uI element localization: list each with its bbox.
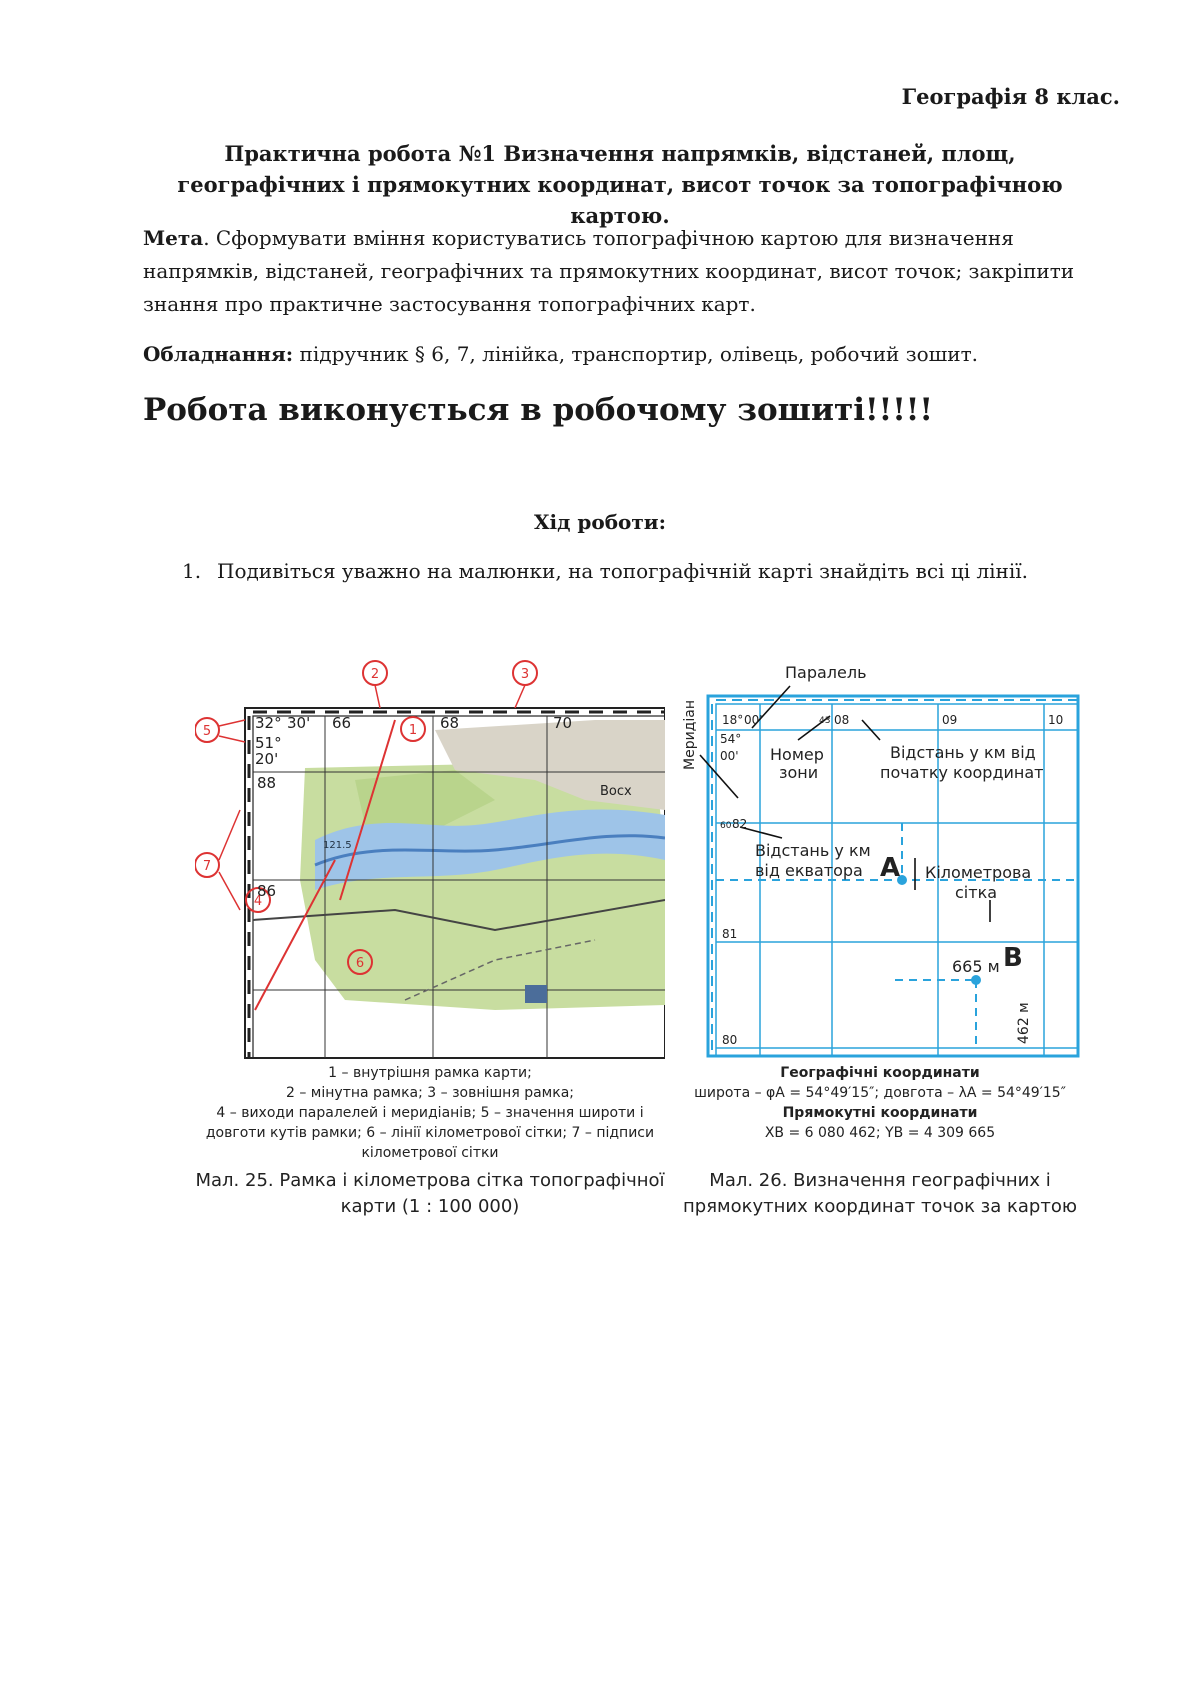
figure1-legend (190, 1063, 670, 1163)
label-zone-number-2: зони (779, 763, 819, 782)
marker-7: 7 (202, 859, 212, 874)
coord-lon-min: 00' (744, 713, 763, 727)
notice-heading: Робота виконується в робочому зошиті!!!!! (143, 392, 934, 428)
label-parallel: Паралель (785, 663, 867, 682)
info-line: XB = 6 080 462; YB = 4 309 665 (764, 1125, 996, 1141)
label-dist-equator: Відстань у км (755, 841, 871, 860)
label-dist-equator-2: від екватора (755, 861, 863, 880)
legend-line: 1 – внутрішня рамка карти; (328, 1065, 532, 1081)
label-km-grid-2: сітка (955, 883, 998, 902)
zone-prefix: 43 (819, 716, 831, 726)
marker-1: 1 (408, 723, 418, 738)
goal-label: Мета (143, 226, 204, 250)
figure-topographic-map (195, 660, 665, 1060)
zone-value: 08 (834, 713, 850, 727)
figure2-caption (680, 1168, 1080, 1220)
grid-10: 10 (1048, 713, 1064, 727)
caption-line: Мал. 25. Рамка і кілометрова сітка топографічної (195, 1170, 665, 1191)
label-dist-start: Відстань у км від (890, 743, 1036, 762)
figure-coordinate-grid (680, 660, 1080, 1060)
subject-header: Географія 8 клас. (901, 84, 1120, 109)
coord-lat-deg: 54° (720, 732, 742, 746)
grid-label-88: 88 (257, 774, 277, 792)
river-height-label: 121.5 (323, 840, 352, 851)
legend-line: 2 – мінутна рамка; 3 – зовнішня рамка; (286, 1085, 574, 1101)
figure2-info (680, 1063, 1080, 1143)
legend-line: кілометрової сітки (361, 1145, 499, 1161)
goal-paragraph (143, 222, 1123, 321)
info-line: Прямокутні координати (782, 1105, 978, 1121)
marker-3: 3 (520, 667, 530, 682)
step-text: Подивіться уважно на малюнки, на топографічній карті знайдіть всі ці лінії. (217, 559, 1029, 583)
label-km-grid: Кілометрова (925, 863, 1032, 882)
caption-line: карти (1 : 100 000) (340, 1196, 520, 1217)
steps-heading: Хід роботи: (533, 510, 667, 534)
coord-lon-deg: 18° (722, 713, 744, 727)
grid-label-86: 86 (257, 882, 277, 900)
lon-min: 30' (287, 714, 311, 732)
equipment-paragraph (143, 338, 1123, 371)
lat-min: 20' (255, 750, 279, 768)
info-line: Географічні координати (780, 1065, 980, 1081)
legend-line: довготи кутів рамки; 6 – лінії кілометрової сітки; 7 – підписи (205, 1125, 655, 1141)
lat-deg: 51° (255, 734, 282, 752)
coord-lat-min: 00' (720, 749, 739, 763)
label-meridian: Меридіан (682, 700, 698, 770)
point-a-label: A (880, 853, 901, 883)
equipment-text: підручник § 6, 7, лінійка, транспортир, олівець, робочий зошит. (293, 342, 979, 366)
marker-6: 6 (355, 956, 365, 971)
town-label: Восх (600, 784, 632, 799)
legend-line: 4 – виходи паралелей і меридіанів; 5 – значення широти і (216, 1105, 644, 1121)
caption-line: прямокутних координат точок за картою (683, 1196, 1077, 1217)
y82-prefix: 60 (720, 821, 732, 831)
equipment-label: Обладнання: (143, 342, 294, 366)
grid-82: 82 (732, 817, 748, 831)
marker-5: 5 (202, 724, 212, 739)
marker-4: 4 (253, 894, 263, 909)
grid-80: 80 (722, 1033, 738, 1047)
grid-label-68: 68 (440, 714, 460, 732)
figure1-caption (190, 1168, 670, 1220)
label-zone-number: Номер (770, 745, 824, 764)
caption-line: Мал. 26. Визначення географічних і (709, 1170, 1051, 1191)
info-line: широта – φA = 54°49′15″; довгота – λA = 54°49′15″ (694, 1085, 1066, 1101)
label-462: 462 м (1016, 1002, 1032, 1044)
grid-label-70: 70 (553, 714, 573, 732)
goal-text: . Сформувати вміння користуватись топографічною картою для визначення напрямків, відстаней, географічних та прямокутних координат, висот точок; закріпити знання про практичне застосування топографічних карт. (143, 226, 1075, 316)
marker-2: 2 (370, 667, 380, 682)
map-image (195, 660, 665, 1060)
label-dist-start-2: початку координат (880, 763, 1044, 782)
grid-09: 09 (942, 713, 958, 727)
grid-label-66: 66 (332, 714, 352, 732)
step-item (182, 559, 1028, 583)
page-title: Практична робота №1 Визначення напрямків, відстаней, площ, географічних і прямокутних координат, висот точок за топографічною картою. (177, 141, 1063, 228)
lon-deg: 32° (255, 714, 282, 732)
step-number: 1. (182, 559, 202, 583)
grid-image (680, 660, 1080, 1060)
label-665: 665 м (952, 957, 1000, 976)
point-b-label: B (1003, 943, 1023, 973)
grid-81: 81 (722, 927, 738, 941)
